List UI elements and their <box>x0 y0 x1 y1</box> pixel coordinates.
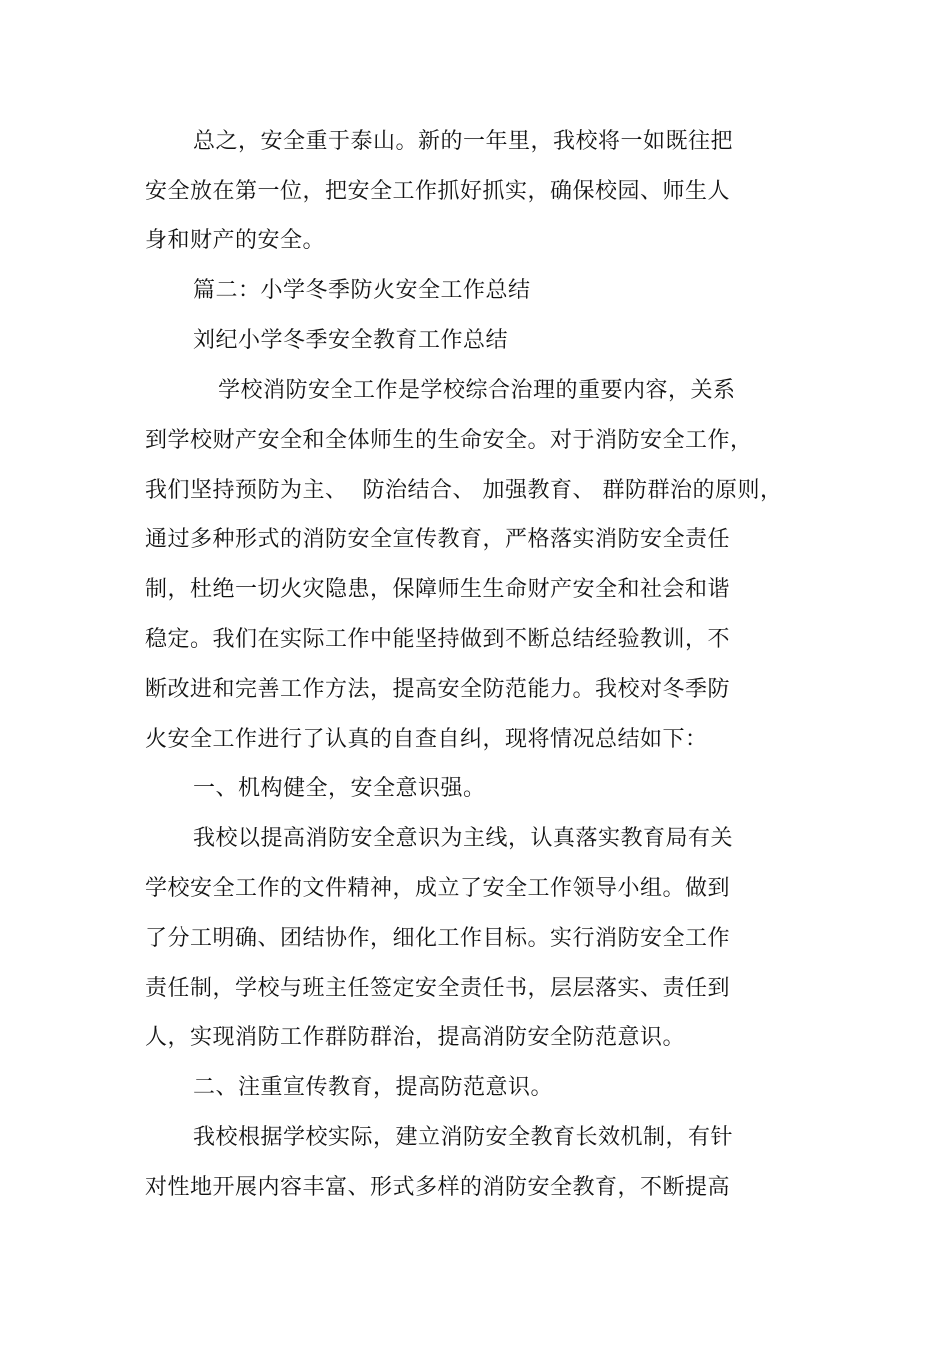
text-line: 我校根据学校实际，建立消防安全教育长效机制，有针 <box>193 1125 734 1150</box>
text-line: 通过多种形式的消防安全宣传教育，严格落实消防安全责任 <box>145 527 731 552</box>
text-line: 我们坚持预防为主、 防治结合、 加强教育、 群防群治的原则， <box>145 478 783 503</box>
text-line: 对性地开展内容丰富、形式多样的消防安全教育，不断提高 <box>145 1175 731 1200</box>
text-line: 我校以提高消防安全意识为主线，认真落实教育局有关 <box>193 826 734 851</box>
text-line: 责任制，学校与班主任签定安全责任书，层层落实、责任到 <box>145 976 731 1001</box>
text-line: 安全放在第一位，把安全工作抓好抓实，确保校园、师生人 <box>145 179 731 204</box>
document-title: 刘纪小学冬季安全教育工作总结 <box>193 328 509 353</box>
text-line: 制，杜绝一切火灾隐患，保障师生生命财产安全和社会和谐 <box>145 577 731 602</box>
text-line: 学校安全工作的文件精神，成立了安全工作领导小组。做到 <box>145 876 731 901</box>
text-line: 人，实现消防工作群防群治，提高消防安全防范意识。 <box>145 1025 686 1050</box>
section-heading: 一、机构健全，安全意识强。 <box>193 776 486 801</box>
text-line: 火安全工作进行了认真的自查自纠，现将情况总结如下： <box>145 727 708 752</box>
section-heading: 二、注重宣传教育，提高防范意识。 <box>193 1075 554 1100</box>
text-line: 断改进和完善工作方法，提高安全防范能力。我校对冬季防 <box>145 677 731 702</box>
text-line: 稳定。我们在实际工作中能坚持做到不断总结经验教训，不 <box>145 627 731 652</box>
text-line: 身和财产的安全。 <box>145 228 326 253</box>
text-line: 到学校财产安全和全体师生的生命安全。对于消防安全工作， <box>145 428 753 453</box>
section-heading: 篇二：小学冬季防火安全工作总结 <box>193 278 531 303</box>
text-line: 总之，安全重于泰山。新的一年里，我校将一如既往把 <box>193 129 734 154</box>
text-line: 了分工明确、团结协作，细化工作目标。实行消防安全工作 <box>145 926 731 951</box>
text-line: 学校消防安全工作是学校综合治理的重要内容，关系 <box>218 378 736 403</box>
